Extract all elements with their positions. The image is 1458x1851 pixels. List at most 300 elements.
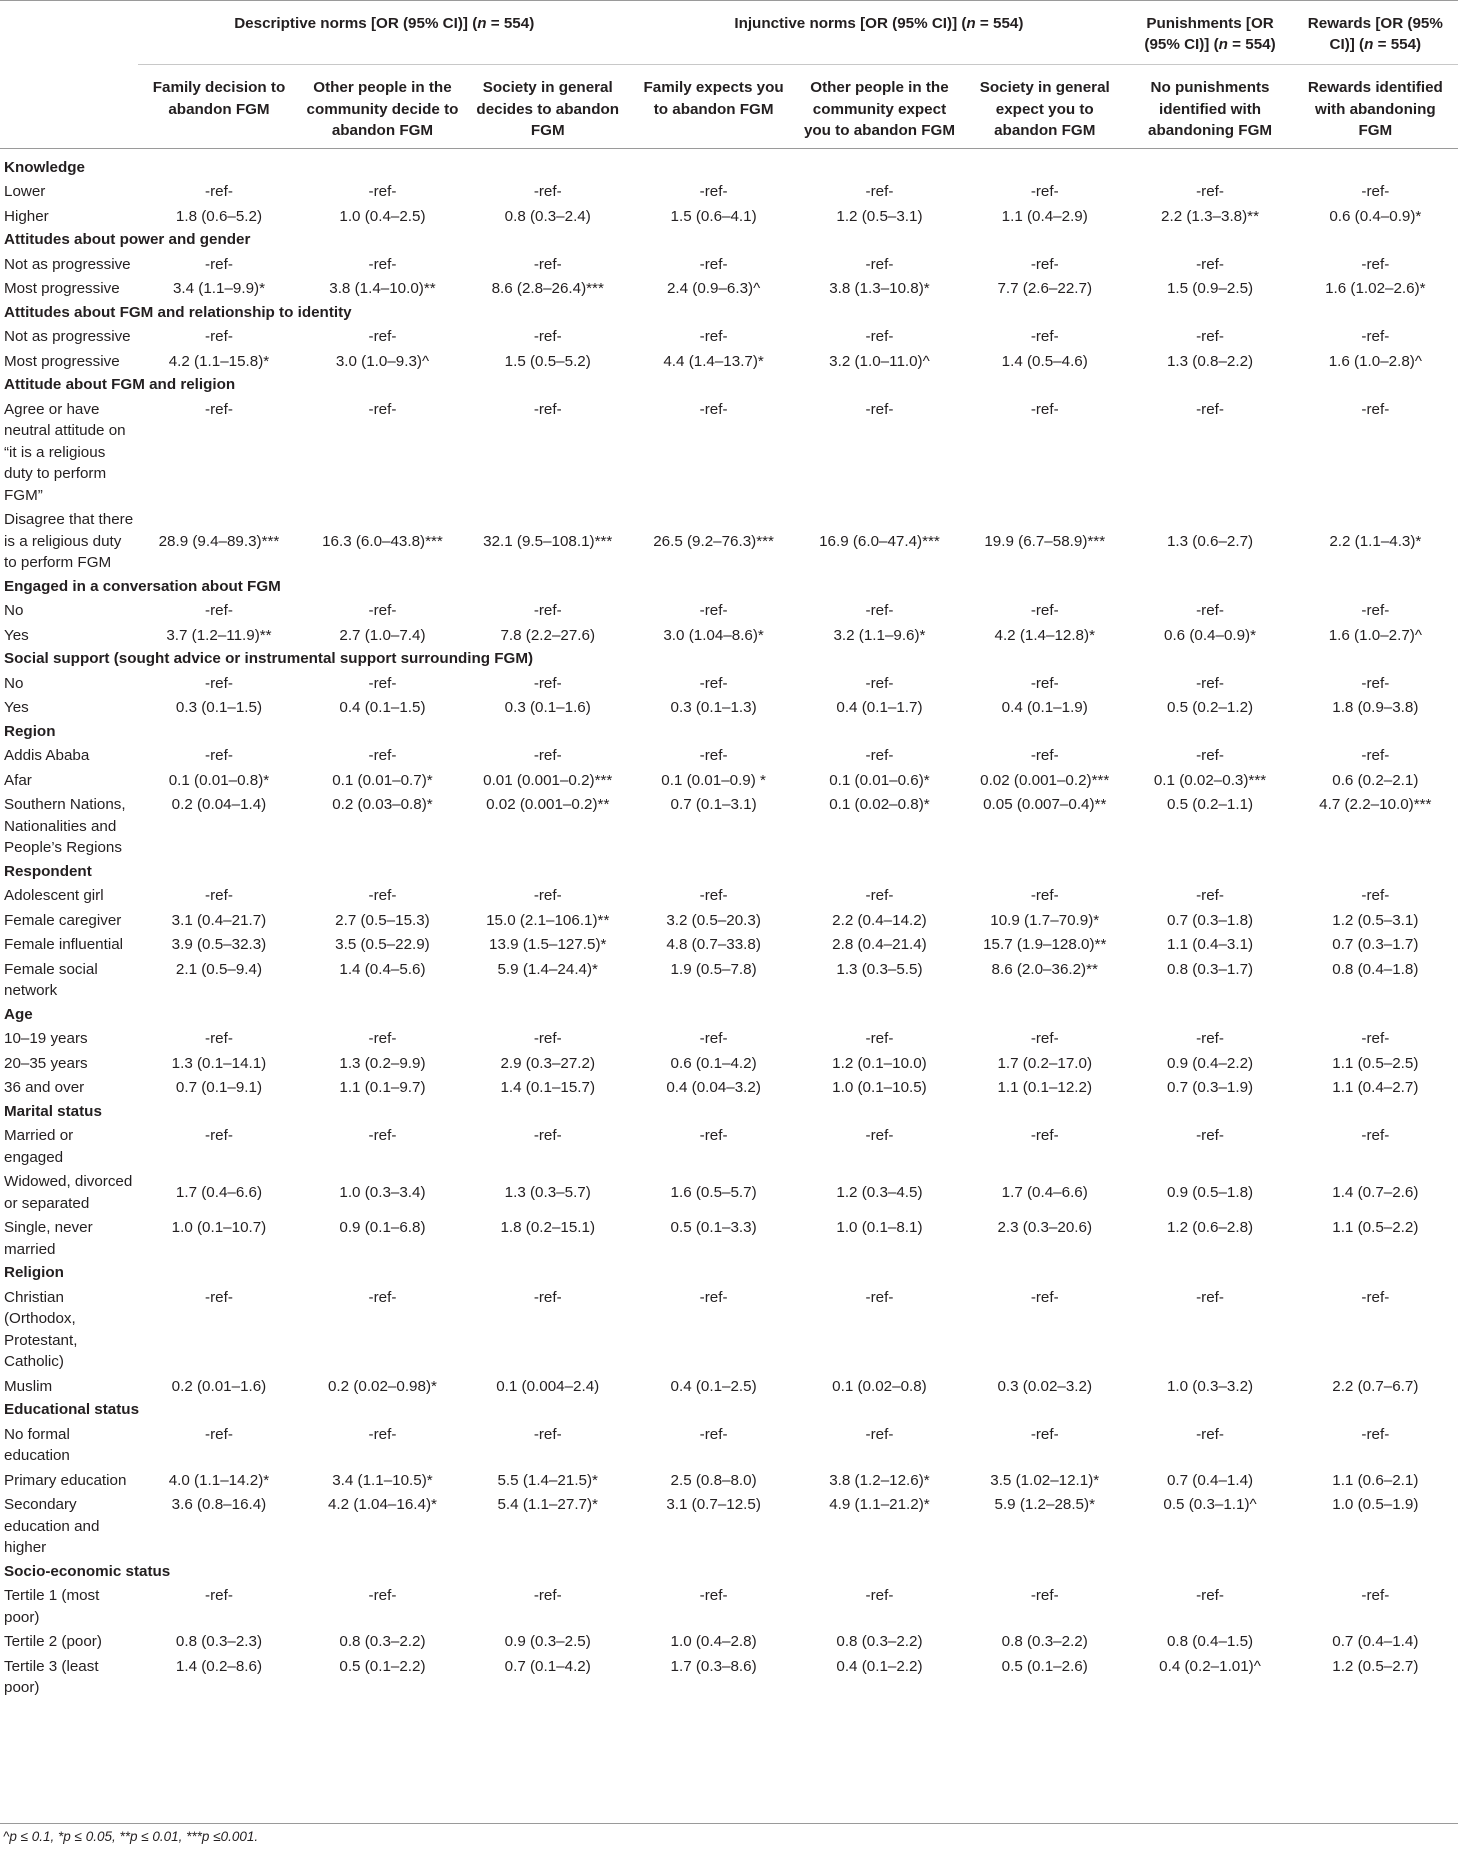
odds-ratio-cell: 1.7 (0.3–8.6) — [670, 1657, 757, 1675]
odds-ratio-cell: 1.0 (0.5–1.9) — [1332, 1496, 1419, 1513]
odds-ratio-cell: 1.1 (0.6–2.1) — [1332, 1471, 1419, 1489]
odds-ratio-cell: 2.1 (0.5–9.4) — [175, 960, 263, 978]
odds-ratio-cell: 4.8 (0.7–33.8) — [666, 936, 761, 953]
odds-ratio-cell: 0.7 (0.1–3.1) — [670, 796, 757, 813]
odds-ratio-cell: -ref- — [865, 400, 894, 418]
odds-ratio-cell: 0.7 (0.4–1.4) — [1166, 1471, 1254, 1489]
odds-ratio-cell: -ref- — [699, 1288, 728, 1306]
odds-ratio-cell: 0.7 (0.3–1.8) — [1166, 911, 1254, 929]
odds-ratio-cell: 0.1 (0.004–2.4) — [496, 1377, 600, 1395]
odds-ratio-cell: -ref- — [1361, 328, 1390, 345]
odds-ratio-cell: -ref- — [699, 602, 728, 619]
odds-ratio-cell: 3.0 (1.04–8.6)* — [663, 626, 764, 644]
odds-ratio-cell: 0.9 (0.5–1.8) — [1166, 1183, 1254, 1201]
odds-ratio-cell: -ref- — [205, 1587, 233, 1604]
group-header: Punishments [OR (95% CI)] (n = 554) — [1127, 0, 1292, 65]
odds-ratio-cell: 13.9 (1.5–127.5)* — [489, 936, 607, 953]
odds-ratio-cell: -ref- — [533, 183, 562, 200]
odds-ratio-cell: 19.9 (6.7–58.9)*** — [984, 532, 1106, 550]
odds-ratio-cell: 4.9 (1.1–21.2)* — [829, 1496, 930, 1513]
row-label: Female social network — [4, 960, 98, 999]
table-row — [0, 179, 1458, 204]
odds-ratio-cell: -ref- — [699, 183, 728, 200]
odds-ratio-cell: -ref- — [368, 400, 397, 418]
odds-ratio-cell: 1.4 (0.1–15.7) — [500, 1079, 596, 1096]
odds-ratio-cell: -ref- — [205, 328, 233, 345]
odds-ratio-cell: 3.8 (1.4–10.0)** — [329, 280, 436, 297]
odds-ratio-cell: -ref- — [368, 887, 397, 904]
table-row — [0, 1026, 1458, 1051]
odds-ratio-cell: 26.5 (9.2–76.3)*** — [653, 532, 774, 550]
row-label: No formal education — [4, 1425, 70, 1464]
odds-ratio-cell: -ref- — [205, 1127, 233, 1144]
odds-ratio-cell: 0.4 (0.1–2.2) — [836, 1657, 923, 1675]
odds-ratio-cell: 1.2 (0.1–10.0) — [832, 1054, 927, 1072]
header-stub — [0, 65, 138, 149]
section-header-row — [0, 1261, 1458, 1285]
odds-ratio-cell: -ref- — [1361, 1030, 1390, 1047]
header-stub — [0, 0, 138, 65]
row-label: Married or engaged — [4, 1127, 74, 1166]
table-row — [0, 1629, 1458, 1654]
table-row — [0, 671, 1458, 696]
odds-ratio-cell: 3.8 (1.3–10.8)* — [829, 280, 930, 297]
odds-ratio-cell: -ref- — [1361, 674, 1390, 692]
odds-ratio-cell: -ref- — [699, 747, 728, 764]
odds-ratio-cell: 1.4 (0.5–4.6) — [1001, 352, 1088, 370]
odds-ratio-cell: -ref- — [205, 1425, 233, 1443]
odds-ratio-cell: 1.9 (0.5–7.8) — [670, 960, 757, 978]
odds-ratio-cell: -ref- — [699, 1425, 728, 1443]
section-header-row — [0, 1398, 1458, 1422]
odds-ratio-cell: 1.7 (0.4–6.6) — [175, 1183, 263, 1201]
row-label: 20–35 years — [4, 1054, 88, 1072]
odds-ratio-cell: 5.9 (1.2–28.5)* — [994, 1496, 1095, 1513]
odds-ratio-cell: -ref- — [1196, 1587, 1224, 1604]
row-label: Most progressive — [4, 280, 120, 297]
odds-ratio-cell: -ref- — [368, 1288, 397, 1306]
odds-ratio-cell: -ref- — [865, 1425, 894, 1443]
section-title: Knowledge — [4, 158, 86, 176]
odds-ratio-cell: 0.5 (0.3–1.1)^ — [1163, 1496, 1257, 1513]
odds-ratio-cell: 0.5 (0.2–1.2) — [1166, 699, 1254, 716]
row-label: Tertile 3 (least poor) — [4, 1657, 99, 1696]
odds-ratio-cell: 1.4 (0.4–5.6) — [339, 960, 426, 978]
odds-ratio-cell: 1.0 (0.4–2.8) — [670, 1633, 757, 1650]
row-label: 10–19 years — [4, 1030, 88, 1047]
odds-ratio-cell: -ref- — [533, 747, 562, 764]
odds-ratio-cell: 0.4 (0.1–2.5) — [670, 1377, 757, 1395]
table-row — [0, 1654, 1458, 1700]
column-header: Rewards identified with abandoning FGM — [1293, 65, 1458, 149]
odds-ratio-cell: 1.8 (0.9–3.8) — [1332, 699, 1419, 716]
odds-ratio-cell: 1.0 (0.1–10.7) — [171, 1219, 267, 1236]
odds-ratio-cell: -ref- — [368, 747, 397, 764]
odds-ratio-cell: 0.4 (0.1–1.5) — [339, 699, 426, 716]
table-row — [0, 908, 1458, 933]
odds-ratio-cell: 4.4 (1.4–13.7)* — [663, 352, 764, 370]
odds-ratio-cell: 2.8 (0.4–21.4) — [832, 936, 927, 953]
row-label: Tertile 2 (poor) — [4, 1633, 102, 1650]
odds-ratio-cell: -ref- — [1196, 747, 1224, 764]
odds-ratio-cell: 2.2 (1.1–4.3)* — [1329, 532, 1422, 550]
odds-ratio-cell: 0.7 (0.4–1.4) — [1332, 1633, 1419, 1650]
odds-ratio-cell: 3.6 (0.8–16.4) — [171, 1496, 267, 1513]
odds-ratio-cell: -ref- — [1030, 400, 1059, 418]
odds-ratio-cell: -ref- — [865, 1288, 894, 1306]
odds-ratio-cell: 2.4 (0.9–6.3)^ — [666, 280, 761, 297]
odds-ratio-cell: 5.4 (1.1–27.7)* — [497, 1496, 598, 1513]
odds-ratio-cell: 0.5 (0.1–2.6) — [1001, 1657, 1088, 1675]
odds-ratio-cell: -ref- — [1361, 1288, 1390, 1306]
odds-ratio-cell: 0.9 (0.4–2.2) — [1166, 1054, 1254, 1072]
table-row — [0, 349, 1458, 374]
odds-ratio-cell: -ref- — [1361, 887, 1390, 904]
odds-ratio-cell: -ref- — [1361, 1127, 1390, 1144]
section-title: Age — [4, 1005, 33, 1023]
odds-ratio-cell: -ref- — [533, 255, 562, 273]
odds-ratio-cell: 1.0 (0.4–2.5) — [339, 207, 426, 225]
column-header: Other people in the community expect you to abandon FGM — [797, 65, 962, 149]
odds-ratio-cell: -ref- — [1361, 183, 1390, 200]
odds-ratio-cell: 1.0 (0.1–8.1) — [836, 1219, 923, 1236]
odds-ratio-cell: 0.6 (0.2–2.1) — [1332, 771, 1419, 789]
odds-ratio-cell: -ref- — [368, 1587, 397, 1604]
odds-ratio-cell: 2.7 (1.0–7.4) — [339, 626, 426, 644]
odds-ratio-cell: 7.8 (2.2–27.6) — [500, 626, 596, 644]
row-label: Adolescent girl — [4, 887, 104, 904]
odds-ratio-cell: -ref- — [205, 747, 233, 764]
odds-ratio-cell: -ref- — [533, 602, 562, 619]
odds-ratio-cell: -ref- — [865, 1587, 894, 1604]
row-label: No — [4, 602, 24, 619]
section-title: Engaged in a conversation about FGM — [4, 577, 281, 595]
odds-ratio-cell: 1.0 (0.1–10.5) — [832, 1079, 927, 1096]
odds-ratio-cell: -ref- — [205, 674, 233, 692]
odds-ratio-cell: 0.7 (0.3–1.9) — [1166, 1079, 1254, 1096]
table-row — [0, 252, 1458, 277]
table-row — [0, 1051, 1458, 1076]
odds-ratio-cell: 0.05 (0.007–0.4)** — [983, 796, 1107, 813]
odds-ratio-cell: 0.3 (0.1–1.6) — [504, 699, 591, 716]
odds-ratio-cell: 3.0 (1.0–9.3)^ — [335, 352, 430, 370]
row-label: Yes — [4, 626, 29, 644]
odds-ratio-cell: -ref- — [205, 602, 233, 619]
odds-ratio-cell: -ref- — [533, 1587, 562, 1604]
odds-ratio-cell: 32.1 (9.5–108.1)*** — [483, 532, 613, 550]
table-row — [0, 932, 1458, 957]
odds-ratio-cell: -ref- — [533, 400, 562, 418]
odds-ratio-cell: 0.1 (0.02–0.8) — [832, 1377, 927, 1395]
odds-ratio-cell: 1.3 (0.2–9.9) — [339, 1054, 426, 1072]
odds-ratio-cell: -ref- — [368, 602, 397, 619]
row-label: 36 and over — [4, 1079, 85, 1096]
odds-ratio-cell: -ref- — [1196, 1030, 1224, 1047]
odds-ratio-cell: 0.8 (0.3–2.2) — [339, 1633, 426, 1650]
odds-ratio-cell: 2.3 (0.3–20.6) — [997, 1219, 1093, 1236]
section-title: Educational status — [4, 1401, 140, 1418]
odds-ratio-cell: 0.2 (0.03–0.8)* — [332, 796, 433, 813]
odds-ratio-cell: 1.1 (0.5–2.5) — [1332, 1054, 1419, 1072]
odds-ratio-cell: 0.6 (0.1–4.2) — [670, 1054, 757, 1072]
odds-ratio-cell: -ref- — [1361, 1425, 1390, 1443]
table-bottom-rule — [0, 1823, 1458, 1824]
column-header: Family expects you to abandon FGM — [630, 65, 796, 149]
odds-ratio-cell: -ref- — [1030, 674, 1059, 692]
odds-ratio-cell: 1.2 (0.5–3.1) — [836, 207, 923, 225]
odds-ratio-cell: -ref- — [1196, 1127, 1224, 1144]
column-header: Society in general expect you to abandon FGM — [962, 65, 1127, 149]
row-label: Addis Ababa — [4, 747, 90, 764]
table-row — [0, 507, 1458, 575]
odds-ratio-cell: 3.4 (1.1–10.5)* — [332, 1471, 433, 1489]
odds-ratio-cell: -ref- — [1030, 328, 1059, 345]
odds-ratio-cell: 0.1 (0.01–0.9) * — [661, 771, 766, 789]
odds-ratio-cell: 0.1 (0.02–0.8)* — [829, 796, 930, 813]
odds-ratio-cell: 0.4 (0.1–1.7) — [836, 699, 923, 716]
table-row — [0, 957, 1458, 1003]
section-title: Attitudes about power and gender — [4, 231, 251, 248]
table-row — [0, 743, 1458, 768]
odds-ratio-cell: -ref- — [205, 1030, 233, 1047]
odds-ratio-cell: -ref- — [865, 887, 894, 904]
odds-ratio-cell: 1.7 (0.4–6.6) — [1001, 1183, 1088, 1201]
table-row — [0, 324, 1458, 349]
odds-ratio-cell: -ref- — [533, 328, 562, 345]
table-row — [0, 1468, 1458, 1493]
odds-ratio-cell: -ref- — [1361, 1587, 1390, 1604]
odds-ratio-cell: -ref- — [865, 1030, 894, 1047]
odds-ratio-cell: 0.9 (0.1–6.8) — [339, 1219, 426, 1236]
odds-ratio-cell: -ref- — [1361, 400, 1390, 418]
section-header-row — [0, 860, 1458, 884]
odds-ratio-cell: -ref- — [1196, 400, 1224, 418]
section-header-row — [0, 148, 1458, 179]
odds-ratio-cell: -ref- — [699, 1127, 728, 1144]
odds-ratio-cell: -ref- — [865, 747, 894, 764]
row-label: Christian (Orthodox, Protestant, Catholic) — [4, 1288, 78, 1370]
row-label: Not as progressive — [4, 255, 131, 273]
row-label: Primary education — [4, 1471, 127, 1489]
odds-ratio-cell: 0.1 (0.01–0.6)* — [829, 771, 930, 789]
row-label: Agree or have neutral attitude on “it is a religious duty to perform FGM” — [4, 400, 126, 504]
odds-ratio-cell: 5.5 (1.4–21.5)* — [497, 1471, 598, 1489]
odds-ratio-cell: 2.9 (0.3–27.2) — [500, 1054, 596, 1072]
table-row — [0, 1583, 1458, 1629]
odds-ratio-cell: 3.2 (1.1–9.6)* — [833, 626, 926, 644]
odds-ratio-cell: 0.6 (0.4–0.9)* — [1329, 207, 1422, 225]
row-label: Widowed, divorced or separated — [4, 1173, 133, 1212]
odds-ratio-cell: 0.8 (0.3–2.3) — [175, 1633, 263, 1650]
odds-ratio-cell: 1.1 (0.4–2.7) — [1332, 1079, 1419, 1096]
odds-ratio-cell: -ref- — [1196, 183, 1224, 200]
odds-ratio-cell: -ref- — [368, 674, 397, 692]
odds-ratio-cell: -ref- — [368, 1127, 397, 1144]
odds-ratio-cell: 1.2 (0.5–3.1) — [1332, 911, 1419, 929]
odds-ratio-cell: -ref- — [368, 328, 397, 345]
odds-ratio-cell: 16.9 (6.0–47.4)*** — [819, 532, 940, 550]
table-row — [0, 1374, 1458, 1399]
odds-ratio-cell: 1.0 (0.3–3.2) — [1166, 1377, 1254, 1395]
column-header: Other people in the community decide to abandon FGM — [300, 65, 465, 149]
section-header-row — [0, 228, 1458, 252]
odds-ratio-cell: 0.7 (0.1–9.1) — [175, 1079, 263, 1096]
odds-ratio-cell: -ref- — [1196, 1425, 1224, 1443]
table-row — [0, 276, 1458, 301]
row-label: Female caregiver — [4, 911, 122, 929]
odds-ratio-cell: -ref- — [865, 1127, 894, 1144]
odds-ratio-cell: -ref- — [1030, 1288, 1059, 1306]
table-row — [0, 1075, 1458, 1100]
row-label: Southern Nations, Nationalities and People’s Regions — [4, 796, 126, 856]
odds-ratio-cell: 3.2 (0.5–20.3) — [666, 911, 761, 929]
row-label: Single, never married — [4, 1219, 93, 1258]
odds-ratio-cell: 15.0 (2.1–106.1)** — [486, 911, 610, 929]
group-header-row — [0, 0, 1458, 65]
table-row — [0, 695, 1458, 720]
odds-ratio-cell: 28.9 (9.4–89.3)*** — [158, 532, 280, 550]
odds-ratio-cell: 1.1 (0.1–12.2) — [997, 1079, 1093, 1096]
odds-ratio-cell: 3.2 (1.0–11.0)^ — [829, 352, 930, 370]
odds-ratio-cell: 2.2 (0.4–14.2) — [832, 911, 927, 929]
column-header-row — [0, 65, 1458, 149]
table-row — [0, 204, 1458, 229]
odds-ratio-cell: 0.02 (0.001–0.2)*** — [980, 771, 1110, 789]
odds-ratio-cell: 0.2 (0.02–0.98)* — [327, 1377, 437, 1395]
odds-ratio-cell: 1.6 (1.0–2.8)^ — [1328, 352, 1422, 370]
odds-ratio-cell: -ref- — [699, 328, 728, 345]
odds-ratio-cell: -ref- — [533, 1030, 562, 1047]
odds-ratio-cell: 0.3 (0.1–1.5) — [175, 699, 263, 716]
odds-ratio-cell: 1.4 (0.7–2.6) — [1332, 1183, 1419, 1201]
table-row — [0, 598, 1458, 623]
odds-ratio-cell: 3.9 (0.5–32.3) — [171, 936, 267, 953]
odds-ratio-cell: -ref- — [1030, 887, 1059, 904]
odds-ratio-cell: 1.0 (0.3–3.4) — [339, 1183, 426, 1201]
odds-ratio-cell: 0.4 (0.1–1.9) — [1001, 699, 1088, 716]
group-header: Rewards [OR (95% CI)] (n = 554) — [1293, 0, 1458, 65]
odds-ratio-cell: 0.2 (0.04–1.4) — [171, 796, 267, 813]
row-label: Disagree that there is a religious duty to perform FGM — [4, 511, 134, 571]
odds-ratio-cell: -ref- — [1196, 255, 1224, 273]
group-header: Injunctive norms [OR (95% CI)] (n = 554) — [630, 0, 1127, 65]
odds-ratio-cell: -ref- — [865, 674, 894, 692]
odds-ratio-cell: 1.6 (1.0–2.7)^ — [1328, 626, 1422, 644]
row-label: Muslim — [4, 1377, 53, 1395]
section-title: Attitude about FGM and religion — [4, 376, 236, 393]
section-title: Marital status — [4, 1102, 102, 1120]
odds-ratio-cell: -ref- — [1361, 255, 1390, 273]
odds-ratio-cell: 2.2 (0.7–6.7) — [1332, 1377, 1419, 1395]
odds-ratio-cell: -ref- — [699, 400, 728, 418]
odds-ratio-cell: -ref- — [368, 1030, 397, 1047]
odds-ratio-cell: -ref- — [865, 183, 894, 200]
section-header-row — [0, 1003, 1458, 1027]
row-label: No — [4, 674, 24, 692]
odds-ratio-cell: -ref- — [205, 887, 233, 904]
section-header-row — [0, 575, 1458, 599]
odds-ratio-cell: -ref- — [1196, 602, 1224, 619]
row-label: Higher — [4, 207, 49, 225]
row-label: Afar — [4, 771, 32, 789]
row-label: Female influential — [4, 936, 124, 953]
odds-ratio-cell: 8.6 (2.8–26.4)*** — [491, 280, 604, 297]
odds-ratio-cell: -ref- — [1196, 887, 1224, 904]
odds-ratio-cell: 1.1 (0.4–2.9) — [1001, 207, 1088, 225]
section-title: Attitudes about FGM and relationship to identity — [4, 303, 352, 321]
odds-ratio-cell: 1.3 (0.3–5.7) — [504, 1183, 591, 1201]
section-title: Socio-economic status — [4, 1562, 171, 1580]
odds-ratio-cell: 10.9 (1.7–70.9)* — [990, 911, 1100, 929]
odds-ratio-cell: 3.5 (0.5–22.9) — [335, 936, 430, 953]
odds-ratio-cell: 0.8 (0.4–1.8) — [1332, 960, 1419, 978]
odds-ratio-cell: 2.2 (1.3–3.8)** — [1161, 207, 1259, 225]
odds-ratio-cell: 0.8 (0.4–1.5) — [1166, 1633, 1254, 1650]
odds-ratio-cell: 4.2 (1.1–15.8)* — [168, 352, 270, 370]
table-row — [0, 623, 1458, 648]
column-header: Family decision to abandon FGM — [138, 65, 300, 149]
odds-ratio-cell: 0.8 (0.3–2.4) — [504, 207, 591, 225]
odds-ratio-cell: 1.2 (0.5–2.7) — [1332, 1657, 1419, 1675]
table-row — [0, 1285, 1458, 1374]
odds-ratio-cell: -ref- — [699, 1587, 728, 1604]
column-header: Society in general decides to abandon FGM — [465, 65, 630, 149]
section-header-row — [0, 373, 1458, 397]
odds-ratio-cell: 1.3 (0.6–2.7) — [1166, 532, 1254, 550]
odds-ratio-cell: 0.1 (0.02–0.3)*** — [1153, 771, 1267, 789]
odds-ratio-cell: 0.8 (0.3–2.2) — [1001, 1633, 1088, 1650]
table-row — [0, 883, 1458, 908]
row-label: Most progressive — [4, 352, 120, 370]
odds-ratio-cell: -ref- — [1361, 602, 1390, 619]
odds-ratio-cell: 0.3 (0.02–3.2) — [997, 1377, 1093, 1395]
odds-ratio-cell: 8.6 (2.0–36.2)** — [991, 960, 1098, 978]
odds-ratio-cell: 0.5 (0.2–1.1) — [1166, 796, 1254, 813]
odds-ratio-cell: -ref- — [699, 887, 728, 904]
odds-ratio-cell: -ref- — [699, 1030, 728, 1047]
odds-ratio-cell: -ref- — [1030, 1587, 1059, 1604]
odds-ratio-cell: -ref- — [368, 255, 397, 273]
section-title: Religion — [4, 1264, 64, 1281]
table-row — [0, 768, 1458, 793]
table-row — [0, 792, 1458, 860]
row-label: Not as progressive — [4, 328, 131, 345]
section-header-row — [0, 301, 1458, 325]
odds-ratio-cell: -ref- — [1030, 1127, 1059, 1144]
odds-ratio-cell: 16.3 (6.0–43.8)*** — [322, 532, 443, 550]
section-title: Social support (sought advice or instrumental support surrounding FGM) — [4, 650, 534, 667]
odds-ratio-cell: 2.5 (0.8–8.0) — [670, 1471, 757, 1489]
odds-ratio-cell: 1.3 (0.8–2.2) — [1166, 352, 1254, 370]
odds-ratio-cell: 0.5 (0.1–2.2) — [339, 1657, 426, 1675]
section-title: Region — [4, 722, 56, 740]
odds-ratio-cell: 0.1 (0.01–0.7)* — [332, 771, 433, 789]
odds-ratio-cell: 1.6 (0.5–5.7) — [670, 1183, 757, 1201]
odds-ratio-cell: -ref- — [368, 183, 397, 200]
row-label: Lower — [4, 183, 46, 200]
section-header-row — [0, 1560, 1458, 1584]
odds-ratio-cell: -ref- — [1030, 602, 1059, 619]
table-row — [0, 397, 1458, 508]
odds-ratio-cell: -ref- — [699, 255, 728, 273]
row-label: Yes — [4, 699, 29, 716]
odds-ratio-cell: 3.1 (0.7–12.5) — [666, 1496, 761, 1513]
table-row — [0, 1215, 1458, 1261]
odds-ratio-cell: 0.02 (0.001–0.2)** — [486, 796, 610, 813]
odds-ratio-cell: 1.3 (0.3–5.5) — [836, 960, 923, 978]
odds-ratio-cell: 1.5 (0.9–2.5) — [1166, 280, 1254, 297]
table-body — [0, 148, 1458, 1700]
